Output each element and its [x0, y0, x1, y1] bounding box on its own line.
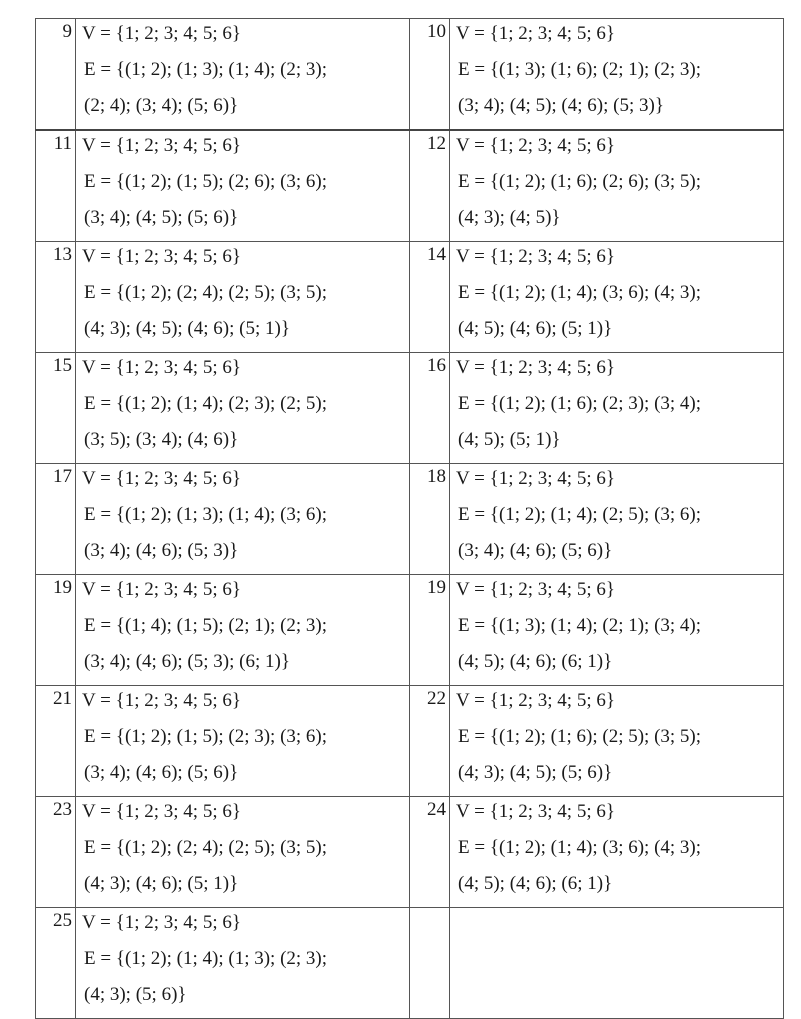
edge-set-line-1: E = {(1; 2); (1; 3); (1; 4); (2; 3);: [84, 59, 328, 80]
vertex-set: V = {1; 2; 3; 4; 5; 6}: [456, 357, 615, 378]
edge-set-line-1: E = {(1; 2); (1; 4); (2; 3); (2; 5);: [84, 393, 328, 414]
vertex-set: V = {1; 2; 3; 4; 5; 6}: [456, 23, 615, 44]
variant-number: 22: [410, 686, 450, 797]
variant-number: 17: [36, 464, 76, 575]
edge-set-line-2: (4; 3); (4; 5); (5; 6)}: [458, 762, 613, 783]
edge-set-line-1: [456, 946, 783, 982]
graph-definition: [450, 575, 784, 686]
table-body: [36, 19, 784, 1019]
variant-number: 23: [36, 797, 76, 908]
variant-number: 11: [36, 130, 76, 242]
variant-number: 13: [36, 242, 76, 353]
graph-definition: [450, 19, 784, 131]
table-row: [36, 797, 784, 908]
variant-number: 19: [410, 575, 450, 686]
vertex-set: [456, 910, 783, 946]
table-row: [36, 686, 784, 797]
vertex-set: V = {1; 2; 3; 4; 5; 6}: [456, 579, 615, 600]
graph-definition: [76, 908, 410, 1019]
edge-set-line-1: E = {(1; 2); (1; 4); (1; 3); (2; 3);: [84, 948, 328, 969]
vertex-set: V = {1; 2; 3; 4; 5; 6}: [82, 579, 241, 600]
edge-set-line-2: (3; 4); (4; 6); (5; 3); (6; 1)}: [84, 651, 290, 672]
variant-number: [410, 908, 450, 1019]
edge-set-line-2: (4; 3); (4; 5); (4; 6); (5; 1)}: [84, 318, 290, 339]
graph-definition: [450, 464, 784, 575]
table-row: [36, 908, 784, 1019]
table-row: [36, 19, 784, 131]
edge-set-line-2: (4; 5); (5; 1)}: [458, 429, 561, 450]
vertex-set: V = {1; 2; 3; 4; 5; 6}: [82, 690, 241, 711]
edge-set-line-1: E = {(1; 2); (1; 4); (2; 5); (3; 6);: [458, 504, 702, 525]
edge-set-line-1: E = {(1; 2); (1; 4); (3; 6); (4; 3);: [458, 837, 702, 858]
vertex-set: V = {1; 2; 3; 4; 5; 6}: [456, 468, 615, 489]
variant-number: 24: [410, 797, 450, 908]
vertex-set: V = {1; 2; 3; 4; 5; 6}: [456, 801, 615, 822]
edge-set-line-2: [456, 982, 783, 1018]
variant-number: 14: [410, 242, 450, 353]
vertex-set: V = {1; 2; 3; 4; 5; 6}: [82, 801, 241, 822]
table-row: [36, 575, 784, 686]
graph-definition: [76, 353, 410, 464]
graph-definition: [450, 686, 784, 797]
graph-definition: [76, 242, 410, 353]
edge-set-line-2: (3; 5); (3; 4); (4; 6)}: [84, 429, 239, 450]
variant-number: 18: [410, 464, 450, 575]
vertex-set: V = {1; 2; 3; 4; 5; 6}: [82, 246, 241, 267]
edge-set-line-1: E = {(1; 2); (1; 5); (2; 3); (3; 6);: [84, 726, 328, 747]
table-row: [36, 464, 784, 575]
graph-definition: [76, 575, 410, 686]
vertex-set: V = {1; 2; 3; 4; 5; 6}: [456, 246, 615, 267]
graph-definition: [450, 797, 784, 908]
edge-set-line-1: E = {(1; 3); (1; 4); (2; 1); (3; 4);: [458, 615, 702, 636]
graph-definition: [450, 353, 784, 464]
edge-set-line-1: E = {(1; 2); (1; 6); (2; 6); (3; 5);: [458, 171, 702, 192]
variant-number: 25: [36, 908, 76, 1019]
edge-set-line-1: E = {(1; 2); (1; 3); (1; 4); (3; 6);: [84, 504, 328, 525]
edge-set-line-2: (3; 4); (4; 6); (5; 3)}: [84, 540, 239, 561]
edge-set-line-2: (4; 3); (4; 6); (5; 1)}: [84, 873, 239, 894]
edge-set-line-2: (3; 4); (4; 6); (5; 6)}: [84, 762, 239, 783]
vertex-set: V = {1; 2; 3; 4; 5; 6}: [82, 23, 241, 44]
variant-number: 19: [36, 575, 76, 686]
table-row: [36, 353, 784, 464]
edge-set-line-1: E = {(1; 4); (1; 5); (2; 1); (2; 3);: [84, 615, 328, 636]
graph-definition: [76, 19, 410, 131]
edge-set-line-2: (2; 4); (3; 4); (5; 6)}: [84, 95, 239, 116]
edge-set-line-1: E = {(1; 2); (2; 4); (2; 5); (3; 5);: [84, 282, 328, 303]
graph-definition: [76, 797, 410, 908]
edge-set-line-2: (3; 4); (4; 5); (4; 6); (5; 3)}: [458, 95, 664, 116]
edge-set-line-2: (3; 4); (4; 6); (5; 6)}: [458, 540, 613, 561]
edge-set-line-1: E = {(1; 2); (2; 4); (2; 5); (3; 5);: [84, 837, 328, 858]
vertex-set: V = {1; 2; 3; 4; 5; 6}: [456, 690, 615, 711]
edge-set-line-2: (4; 5); (4; 6); (6; 1)}: [458, 651, 613, 672]
variant-number: 9: [36, 19, 76, 131]
edge-set-line-1: E = {(1; 2); (1; 6); (2; 5); (3; 5);: [458, 726, 702, 747]
vertex-set: V = {1; 2; 3; 4; 5; 6}: [82, 135, 241, 156]
edge-set-line-1: E = {(1; 2); (1; 5); (2; 6); (3; 6);: [84, 171, 328, 192]
edge-set-line-2: (4; 3); (4; 5)}: [458, 207, 561, 228]
variant-number: 15: [36, 353, 76, 464]
variant-number: 21: [36, 686, 76, 797]
edge-set-line-2: (4; 5); (4; 6); (5; 1)}: [458, 318, 613, 339]
graph-definition: [450, 242, 784, 353]
edge-set-line-1: E = {(1; 3); (1; 6); (2; 1); (2; 3);: [458, 59, 702, 80]
vertex-set: V = {1; 2; 3; 4; 5; 6}: [456, 135, 615, 156]
vertex-set: V = {1; 2; 3; 4; 5; 6}: [82, 357, 241, 378]
variant-number: 10: [410, 19, 450, 131]
variant-number: 12: [410, 130, 450, 242]
vertex-set: V = {1; 2; 3; 4; 5; 6}: [82, 912, 241, 933]
edge-set-line-2: (4; 3); (5; 6)}: [84, 984, 187, 1005]
graph-variants-table: [35, 18, 784, 1019]
table-row: [36, 242, 784, 353]
graph-definition: [76, 686, 410, 797]
graph-definition: [76, 130, 410, 242]
table-row: [36, 130, 784, 242]
edge-set-line-1: E = {(1; 2); (1; 4); (3; 6); (4; 3);: [458, 282, 702, 303]
graph-definition: [450, 908, 784, 1019]
graph-definition: [76, 464, 410, 575]
graph-definition: [450, 130, 784, 242]
vertex-set: V = {1; 2; 3; 4; 5; 6}: [82, 468, 241, 489]
variant-number: 16: [410, 353, 450, 464]
edge-set-line-2: (4; 5); (4; 6); (6; 1)}: [458, 873, 613, 894]
edge-set-line-2: (3; 4); (4; 5); (5; 6)}: [84, 207, 239, 228]
edge-set-line-1: E = {(1; 2); (1; 6); (2; 3); (3; 4);: [458, 393, 702, 414]
